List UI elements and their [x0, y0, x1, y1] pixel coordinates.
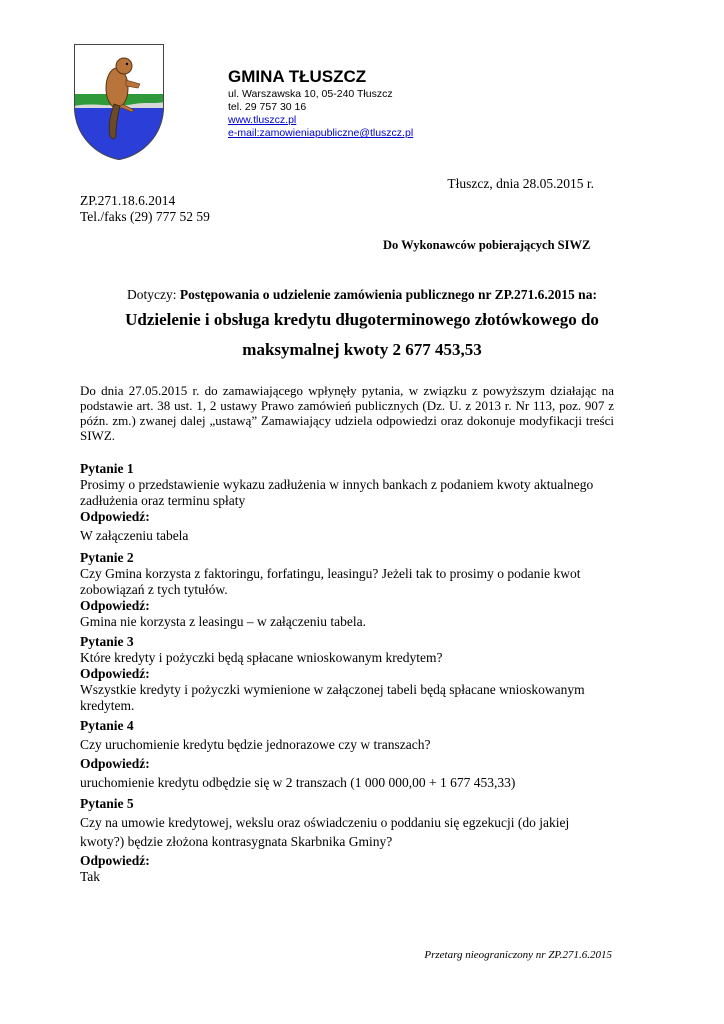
answer-label: Odpowiedź: — [80, 853, 150, 868]
footer-note: Przetarg nieograniczony nr ZP.271.6.2015 — [424, 949, 612, 961]
qa-item-5 — [80, 796, 640, 885]
question-label: Pytanie 2 — [80, 550, 134, 565]
qa-item-1 — [80, 461, 640, 544]
qa-item-2 — [80, 550, 640, 630]
qa-item-3 — [80, 634, 640, 714]
org-address: ul. Warszawska 10, 05-240 Tłuszcz — [228, 88, 393, 100]
question-text-line: Czy uruchomienie kredytu będzie jednorazowe czy w transzach? — [80, 737, 431, 752]
question-text-line: zobowiązań z tych tytułów. — [80, 582, 228, 597]
reference-block — [80, 193, 210, 225]
question-text-line: kwoty?) będzie złożona kontrasygnata Skarbnika Gminy? — [80, 834, 393, 849]
org-website-link[interactable]: www.tluszcz.pl — [228, 114, 297, 126]
answer-label: Odpowiedź: — [80, 666, 150, 681]
org-phone: tel. 29 757 30 16 — [228, 101, 307, 113]
question-label: Pytanie 4 — [80, 718, 134, 733]
intro-paragraph: Do dnia 27.05.2015 r. do zamawiającego wpłynęły pytania, w związku z powyższym działając na podstawie art. 38 ust. 1, 2 ustawy Prawo zamówień publicznych (Dz. U. z 2013 r. Nr 113, poz. 907 z późn. zm.) zwanej dalej „ustawą” Zamawiający udziela odpowiedzi oraz dokonuje modyfikacji treści SIWZ. — [80, 383, 614, 443]
answer-label: Odpowiedź: — [80, 509, 150, 524]
answer-label: Odpowiedź: — [80, 598, 150, 613]
org-name: GMINA TŁUSZCZ — [228, 67, 367, 86]
answer-text: Gmina nie korzysta z leasingu – w załączeniu tabela. — [80, 614, 367, 629]
letterhead — [228, 66, 413, 140]
answer-text: W załączeniu tabela — [80, 528, 189, 543]
reference-number: ZP.271.18.6.2014 — [80, 193, 176, 208]
addressee: Do Wykonawców pobierających SIWZ — [383, 238, 591, 252]
question-label: Pytanie 1 — [80, 461, 134, 476]
title-line-1: Udzielenie i obsługa kredytu długoterminowego złotówkowego do — [125, 310, 599, 329]
org-email-link[interactable]: e-mail:zamowieniapubliczne@tluszcz.pl — [228, 127, 414, 139]
question-label: Pytanie 5 — [80, 796, 134, 811]
answer-text: Wszystkie kredyty i pożyczki wymienione w załączonej tabeli będą spłacane wnioskowanym kredytem. — [80, 682, 585, 713]
question-text-line: Czy Gmina korzysta z faktoringu, forfatingu, leasingu? Jeżeli tak to prosimy o podanie kwot — [80, 566, 581, 581]
question-text-line: zadłużenia oraz terminu spłaty — [80, 493, 246, 508]
answer-text: uruchomienie kredytu odbędzie się w 2 transzach (1 000 000,00 + 1 677 453,33) — [80, 775, 516, 790]
question-text-line: Prosimy o przedstawienie wykazu zadłużenia w innych bankach z podaniem kwoty aktualnego — [80, 477, 594, 492]
date-line: Tłuszcz, dnia 28.05.2015 r. — [447, 176, 594, 191]
title-line-2: maksymalnej kwoty 2 677 453,53 — [242, 340, 482, 359]
qa-item-4 — [80, 718, 640, 791]
question-label: Pytanie 3 — [80, 634, 134, 649]
subject-line — [0, 287, 724, 303]
subject-text: Postępowania o udzielenie zamówienia publicznego nr ZP.271.6.2015 na: — [179, 287, 597, 302]
reference-telfax: Tel./faks (29) 777 52 59 — [80, 209, 210, 224]
question-text-line: Które kredyty i pożyczki będą spłacane wnioskowanym kredytem? — [80, 650, 443, 665]
answer-text: Tak — [80, 869, 101, 884]
question-text-line: Czy na umowie kredytowej, wekslu oraz oświadczeniu o poddaniu się egzekucji (do jakiej — [80, 815, 570, 830]
beaver-coat-of-arms-icon — [74, 44, 164, 160]
answer-label: Odpowiedź: — [80, 756, 150, 771]
subject-prefix: Dotyczy: — [127, 287, 180, 302]
